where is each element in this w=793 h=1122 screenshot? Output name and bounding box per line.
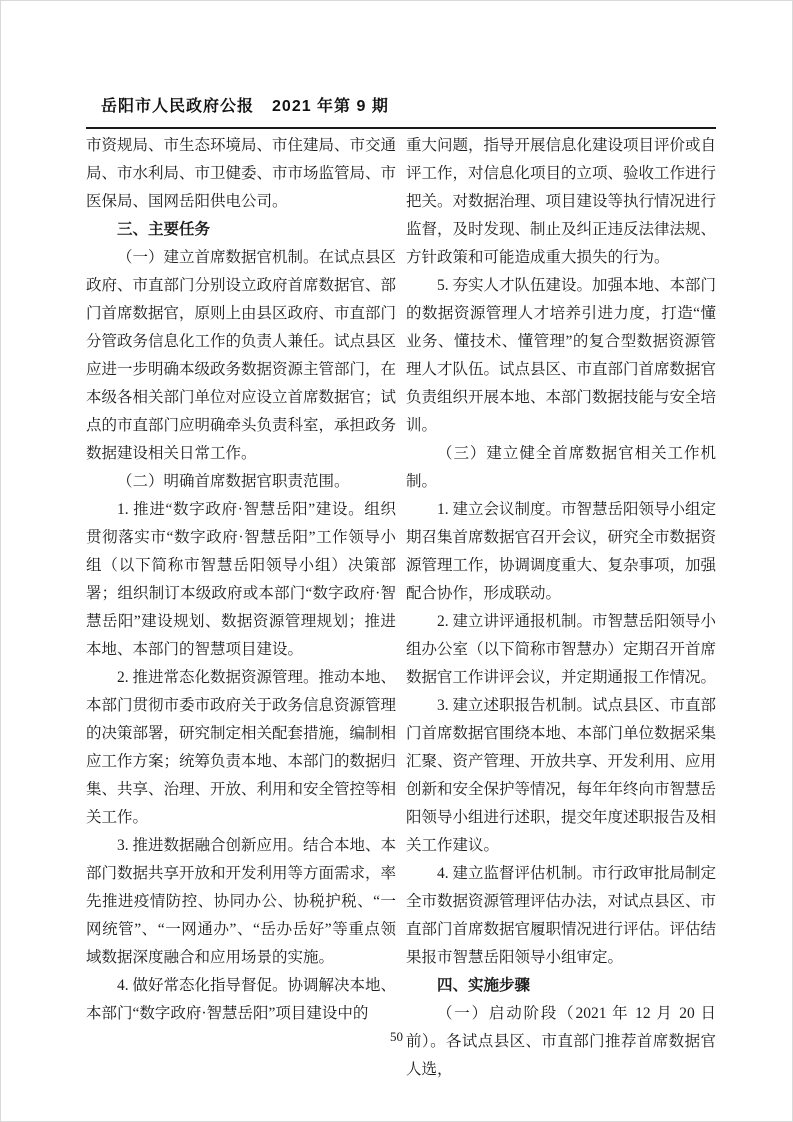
paragraph: 2. 建立讲评通报机制。市智慧岳阳领导小组办公室（以下简称市智慧办）定期召开首席数据官工作讲评会议，并定期通报工作情况。 [406,613,717,686]
paragraph: （三）建立健全首席数据官相关工作机制。 [406,445,716,490]
paragraph: 重大问题，指导开展信息化建设项目评价或自评工作，对信息化项目的立项、验收工作进行把关。对数据治理、项目建设等执行情况进行监督，及时发现、制止及纠正违反法律法规、方针政策和可能造成重大损失的行为。 [406,137,717,266]
paragraph: 3. 推进数据融合创新应用。结合本地、本部门数据共享开放和开发利用等方面需求，率先推进疫情防控、协同办公、协税护税、“一网统管”、“一网通办”、“岳办岳好”等重点领域数据深度融合和应用场景的实施。 [86,837,397,966]
right-column [406,132,716,1084]
paragraph: （一）启动阶段（2021 年 12 月 20 日前）。各试点县区、市直部门推荐首席数据官人选， [406,1005,716,1078]
paragraph: 1. 建立会议制度。市智慧岳阳领导小组定期召集首席数据官召开会议，研究全市数据资源管理工作，协调调度重大、复杂事项，加强配合协作，形成联动。 [406,501,717,602]
paragraph: 3. 建立述职报告机制。试点县区、市直部门首席数据官围绕本地、本部门单位数据采集汇聚、资产管理、开放共享、开发利用、应用创新和安全保护等情况，每年年终向市智慧岳阳领导小组进行述职，提交年度述职报告及相关工作建议。 [406,697,717,854]
paragraph: 2. 推进常态化数据资源管理。推动本地、本部门贯彻市委市政府关于政务信息资源管理的决策部署，研究制定相关配套措施，编制相应工作方案；统筹负责本地、本部门的数据归集、共享、治理、开放、利用和安全管控等相关工作。 [86,669,397,826]
paragraph: 市资规局、市生态环境局、市住建局、市交通局、市水利局、市卫健委、市市场监管局、市医保局、国网岳阳供电公司。 [86,137,397,210]
text-columns [86,132,716,1084]
paragraph: （一）建立首席数据官机制。在试点县区政府、市直部门分别设立政府首席数据官、部门首席数据官，原则上由县区政府、市直部门分管政务信息化工作的负责人兼任。试点县区应进一步明确本级政务数据资源主管部门，在本级各相关部门单位对应设立首席数据官；试点的市直部门应明确牵头负责科室，承担政务数据建设相关日常工作。 [86,249,397,462]
gazette-issue: 2021 年第 9 期 [272,98,389,115]
section-heading: 四、实施步骤 [437,977,531,994]
section-heading: 三、主要任务 [117,221,211,238]
page-header [101,93,389,116]
paragraph: 1. 推进“数字政府·智慧岳阳”建设。组织贯彻落实市“数字政府·智慧岳阳”工作领导小组（以下简称市智慧岳阳领导小组）决策部署；组织制订本级政府或本部门“数字政府·智慧岳阳”建设规划、数据资源管理规划；推进本地、本部门的智慧项目建设。 [86,501,396,658]
paragraph: 4. 建立监督评估机制。市行政审批局制定全市数据资源管理评估办法，对试点县区、市直部门首席数据官履职情况进行评估。评估结果报市智慧岳阳领导小组审定。 [406,865,717,966]
page-number: 50 [390,1029,403,1044]
header-rule [86,127,716,129]
paragraph: 4. 做好常态化指导督促。协调解决本地、本部门“数字政府·智慧岳阳”项目建设中的 [86,977,397,1022]
paragraph: 5. 夯实人才队伍建设。加强本地、本部门的数据资源管理人才培养引进力度，打造“懂业务、懂技术、懂管理”的复合型数据资源管理人才队伍。试点县区、市直部门首席数据官负责组织开展本地、本部门数据技能与安全培训。 [406,277,717,434]
left-column [86,132,396,1084]
gazette-title: 岳阳市人民政府公报 [101,98,255,115]
paragraph: （二）明确首席数据官职责范围。 [117,473,350,490]
